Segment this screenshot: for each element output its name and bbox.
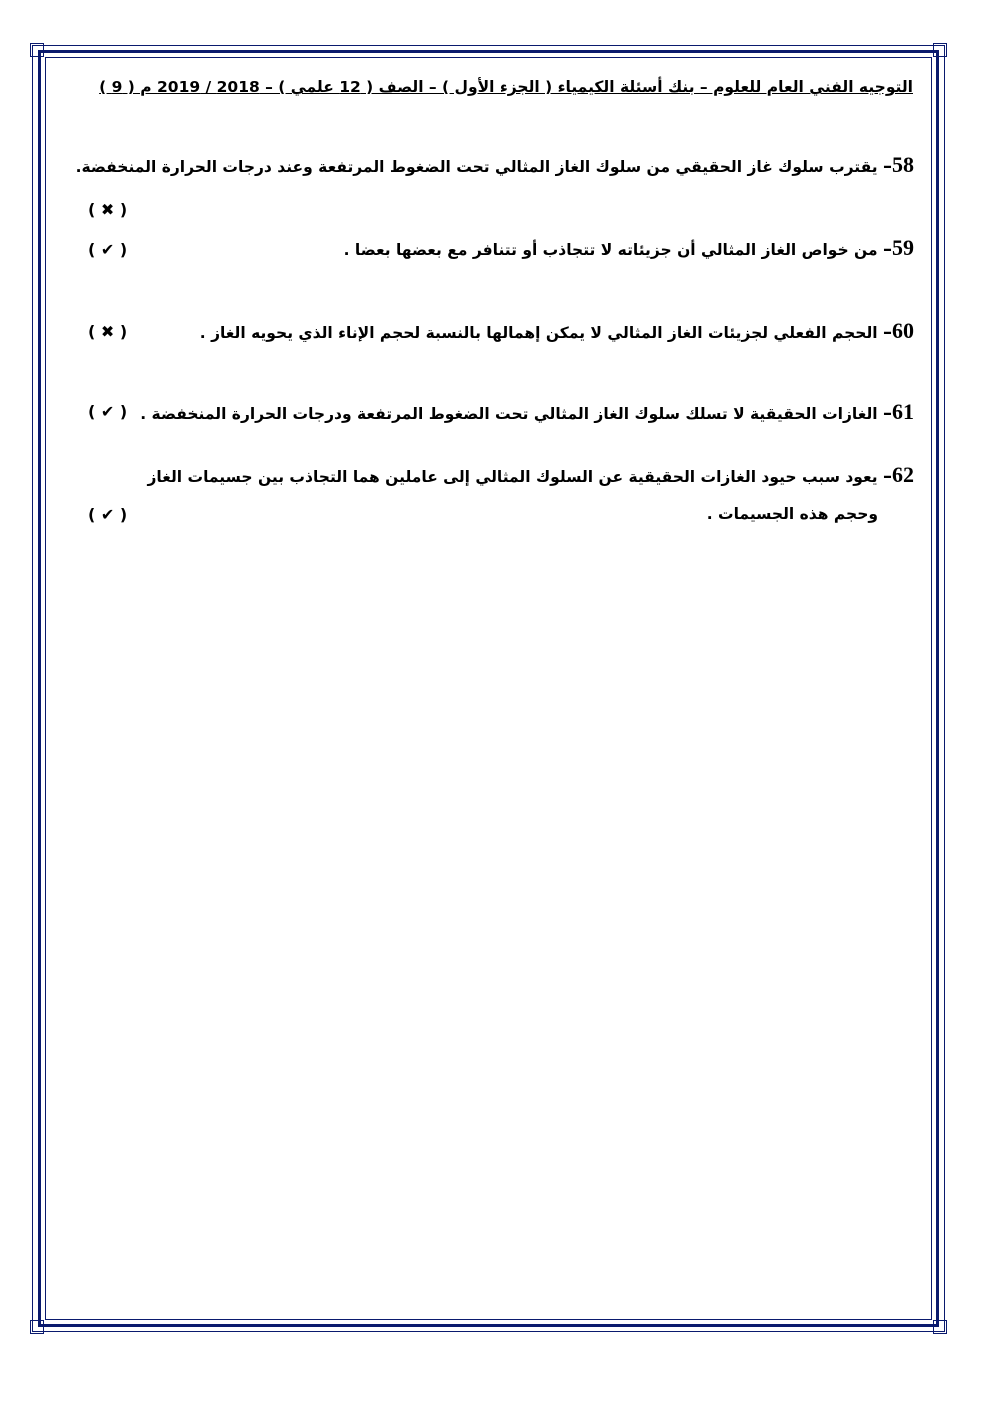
question-60 [200, 318, 914, 344]
question-62 [147, 462, 914, 488]
cross-icon: ( ✖ ) [88, 322, 128, 341]
border-corner-ornament [30, 43, 44, 57]
border-corner-ornament [933, 43, 947, 57]
question-dash: – [883, 322, 892, 343]
question-59 [344, 235, 914, 261]
answer-mark-59 [88, 240, 138, 259]
question-number: 59 [892, 235, 914, 260]
answer-mark-61 [88, 402, 138, 421]
question-dash: – [883, 239, 892, 260]
cross-icon: ( ✖ ) [88, 200, 128, 219]
question-62-continuation: وحجم هذه الجسيمات . [706, 505, 878, 523]
question-number: 60 [892, 318, 914, 343]
question-number: 62 [892, 462, 914, 487]
question-dash: – [883, 403, 892, 424]
question-58 [76, 152, 914, 178]
check-icon: ( ✔ ) [88, 505, 128, 524]
check-icon: ( ✔ ) [88, 402, 128, 421]
question-text: الغازات الحقيقية لا تسلك سلوك الغاز المثالي تحت الضغوط المرتفعة ودرجات الحرارة المنخفضة . [140, 405, 883, 423]
question-61 [140, 399, 914, 425]
check-icon: ( ✔ ) [88, 240, 128, 259]
question-text: الحجم الفعلي لجزيئات الغاز المثالي لا يمكن إهمالها بالنسبة لحجم الإناء الذي يحويه الغاز . [199, 324, 883, 342]
answer-mark-60 [88, 322, 138, 341]
question-dash: – [883, 466, 892, 487]
question-number: 61 [892, 399, 914, 424]
question-dash: – [883, 156, 892, 177]
page-header: التوجيه الفني العام للعلوم – بنك أسئلة الكيمياء ( الجزء الأول ) – الصف ( 12 علمي ) – 2018 / 2019 م ( 9 ) [99, 78, 913, 96]
border-corner-ornament [933, 1320, 947, 1334]
border-corner-ornament [30, 1320, 44, 1334]
question-text: يعود سبب حيود الغازات الحقيقية عن السلوك المثالي إلى عاملين هما التجاذب بين جسيمات الغاز [147, 468, 883, 486]
answer-mark-62 [88, 505, 138, 524]
question-text: يقترب سلوك غاز الحقيقي من سلوك الغاز المثالي تحت الضغوط المرتفعة وعند درجات الحرارة المنخفضة. [75, 158, 883, 176]
question-text: من خواص الغاز المثالي أن جزيئاته لا تتجاذب أو تتنافر مع بعضها بعضا . [343, 241, 883, 259]
answer-mark-58 [88, 200, 138, 219]
question-number: 58 [892, 152, 914, 177]
